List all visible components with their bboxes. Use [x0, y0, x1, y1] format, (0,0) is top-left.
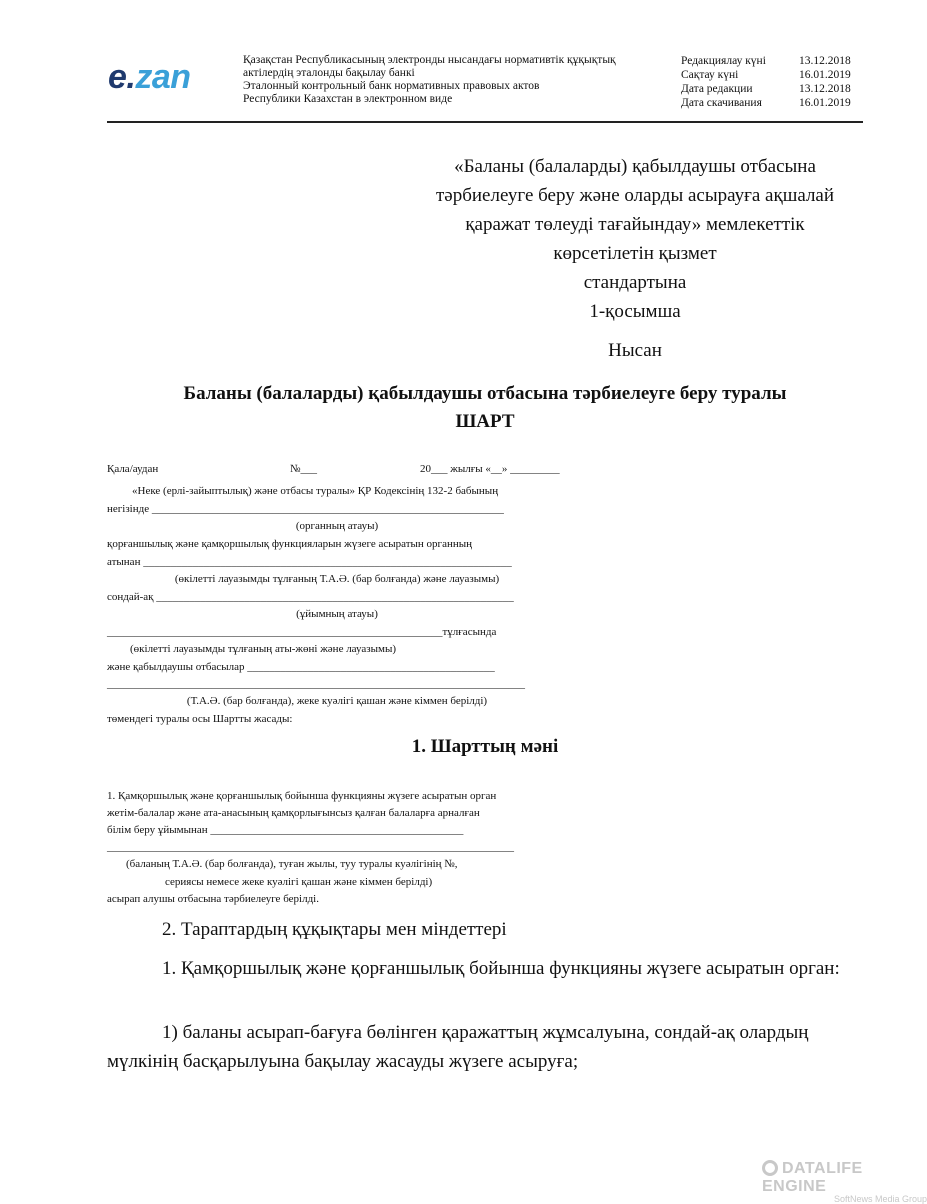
contract-caption: (ұйымның атауы) — [296, 608, 378, 620]
header-divider — [107, 121, 863, 123]
header-bank-title: Қазақстан Республикасының электронды нысандағы нормативтік құқықтық актілердің эталонды бақылау банкі Эталонный контрольный банк нормативных правовых актов Республики Казахстан в электронном виде — [243, 54, 616, 105]
header-dates — [681, 54, 861, 110]
contract-line: атынан ___________________________________________________________________ — [107, 556, 512, 568]
meta-row: Редакциялау күні 13.12.2018 — [681, 55, 851, 67]
form-label: Нысан — [608, 340, 662, 361]
appendix-note: «Баланы (балаларды) қабылдаушы отбасына тәрбиелеуге беру және оларды асырауға ақшалай қаражат төлеуді тағайындау» мемлекеттік көрсетілетін қызмет стандартына 1-қосымша — [435, 156, 835, 322]
datalife-logo-icon — [762, 1160, 778, 1176]
section1-line: __________________________________________________________________________ — [107, 841, 514, 853]
section1-line: білім беру ұйымынан ______________________________________________ — [107, 824, 464, 836]
section1-title: 1. Шарттың мәні — [411, 736, 559, 757]
contract-caption: (өкілетті лауазымды тұлғаның аты-жөні және лауазымы) — [130, 643, 396, 655]
section1-line: 1. Қамқоршылық және қорғаншылық бойынша функцияны жүзеге асыратын орган — [107, 790, 497, 802]
contract-caption: (Т.А.Ә. (бар болғанда), жеке куәлігі қашан және кіммен берілді) — [186, 695, 488, 707]
contract-caption: (органның атауы) — [295, 520, 379, 532]
number-field: №___ — [290, 463, 317, 475]
contract-line: сондай-ақ _________________________________________________________________ — [107, 591, 514, 603]
section1-line: жетім-балалар және ата-анасының қамқорлығынсыз қалған балаларға арналған — [107, 807, 480, 819]
meta-row: Дата скачивания 16.01.2019 — [681, 97, 851, 109]
document-title: Баланы (балаларды) қабылдаушы отбасына тәрбиелеуге беру туралы ШАРТ — [183, 383, 787, 432]
datalife-watermark: DATALIFE ENGINE SoftNews Media Group — [762, 1160, 927, 1204]
contract-line: және қабылдаушы отбасылар _____________________________________________ — [107, 661, 495, 673]
contract-line: негізінде ________________________________________________________________ — [107, 503, 504, 515]
date-field: 20___ жылғы «__» _________ — [420, 463, 560, 475]
section2-paragraph: 1) баланы асырап-бағуға бөлінген қаражаттың жұмсалуына, сондай-ақ олардың мүлкінің басқарылуына бақылау жасауды жүзеге асыруға; — [107, 1022, 809, 1072]
section2-title: 2. Тараптардың құқықтары мен міндеттері — [162, 919, 507, 940]
meta-row: Сақтау күні 16.01.2019 — [681, 69, 851, 81]
section2-paragraph: 1. Қамқоршылық және қорғаншылық бойынша функцияны жүзеге асыратын орган: — [162, 958, 840, 979]
contract-caption: (өкілетті лауазымды тұлғаның Т.А.Ә. (бар болғанда) және лауазымы) — [174, 573, 500, 585]
contract-line: _____________________________________________________________тұлғасында — [107, 626, 497, 638]
ezan-logo: e.zan — [108, 58, 191, 96]
contract-line: төмендегі туралы осы Шартты жасады: — [107, 713, 293, 725]
section1-caption: сериясы немесе жеке куәлігі қашан және кіммен берілді) — [165, 876, 433, 888]
section1-caption: (баланың Т.А.Ә. (бар болғанда), туған жылы, туу туралы куәлігінің №, — [126, 858, 458, 870]
meta-row: Дата редакции 13.12.2018 — [681, 83, 851, 95]
section1-line: асырап алушы отбасына тәрбиелеуге берілді. — [107, 893, 319, 905]
contract-line: «Неке (ерлі-зайыптылық) және отбасы туралы» ҚР Кодексінің 132-2 бабының — [132, 485, 499, 497]
contract-line: қорғаншылық және қамқоршылық функцияларын жүзеге асыратын органның — [107, 538, 473, 550]
contract-line: ____________________________________________________________________________ — [107, 678, 525, 690]
city-field: Қала/аудан — [107, 463, 159, 475]
